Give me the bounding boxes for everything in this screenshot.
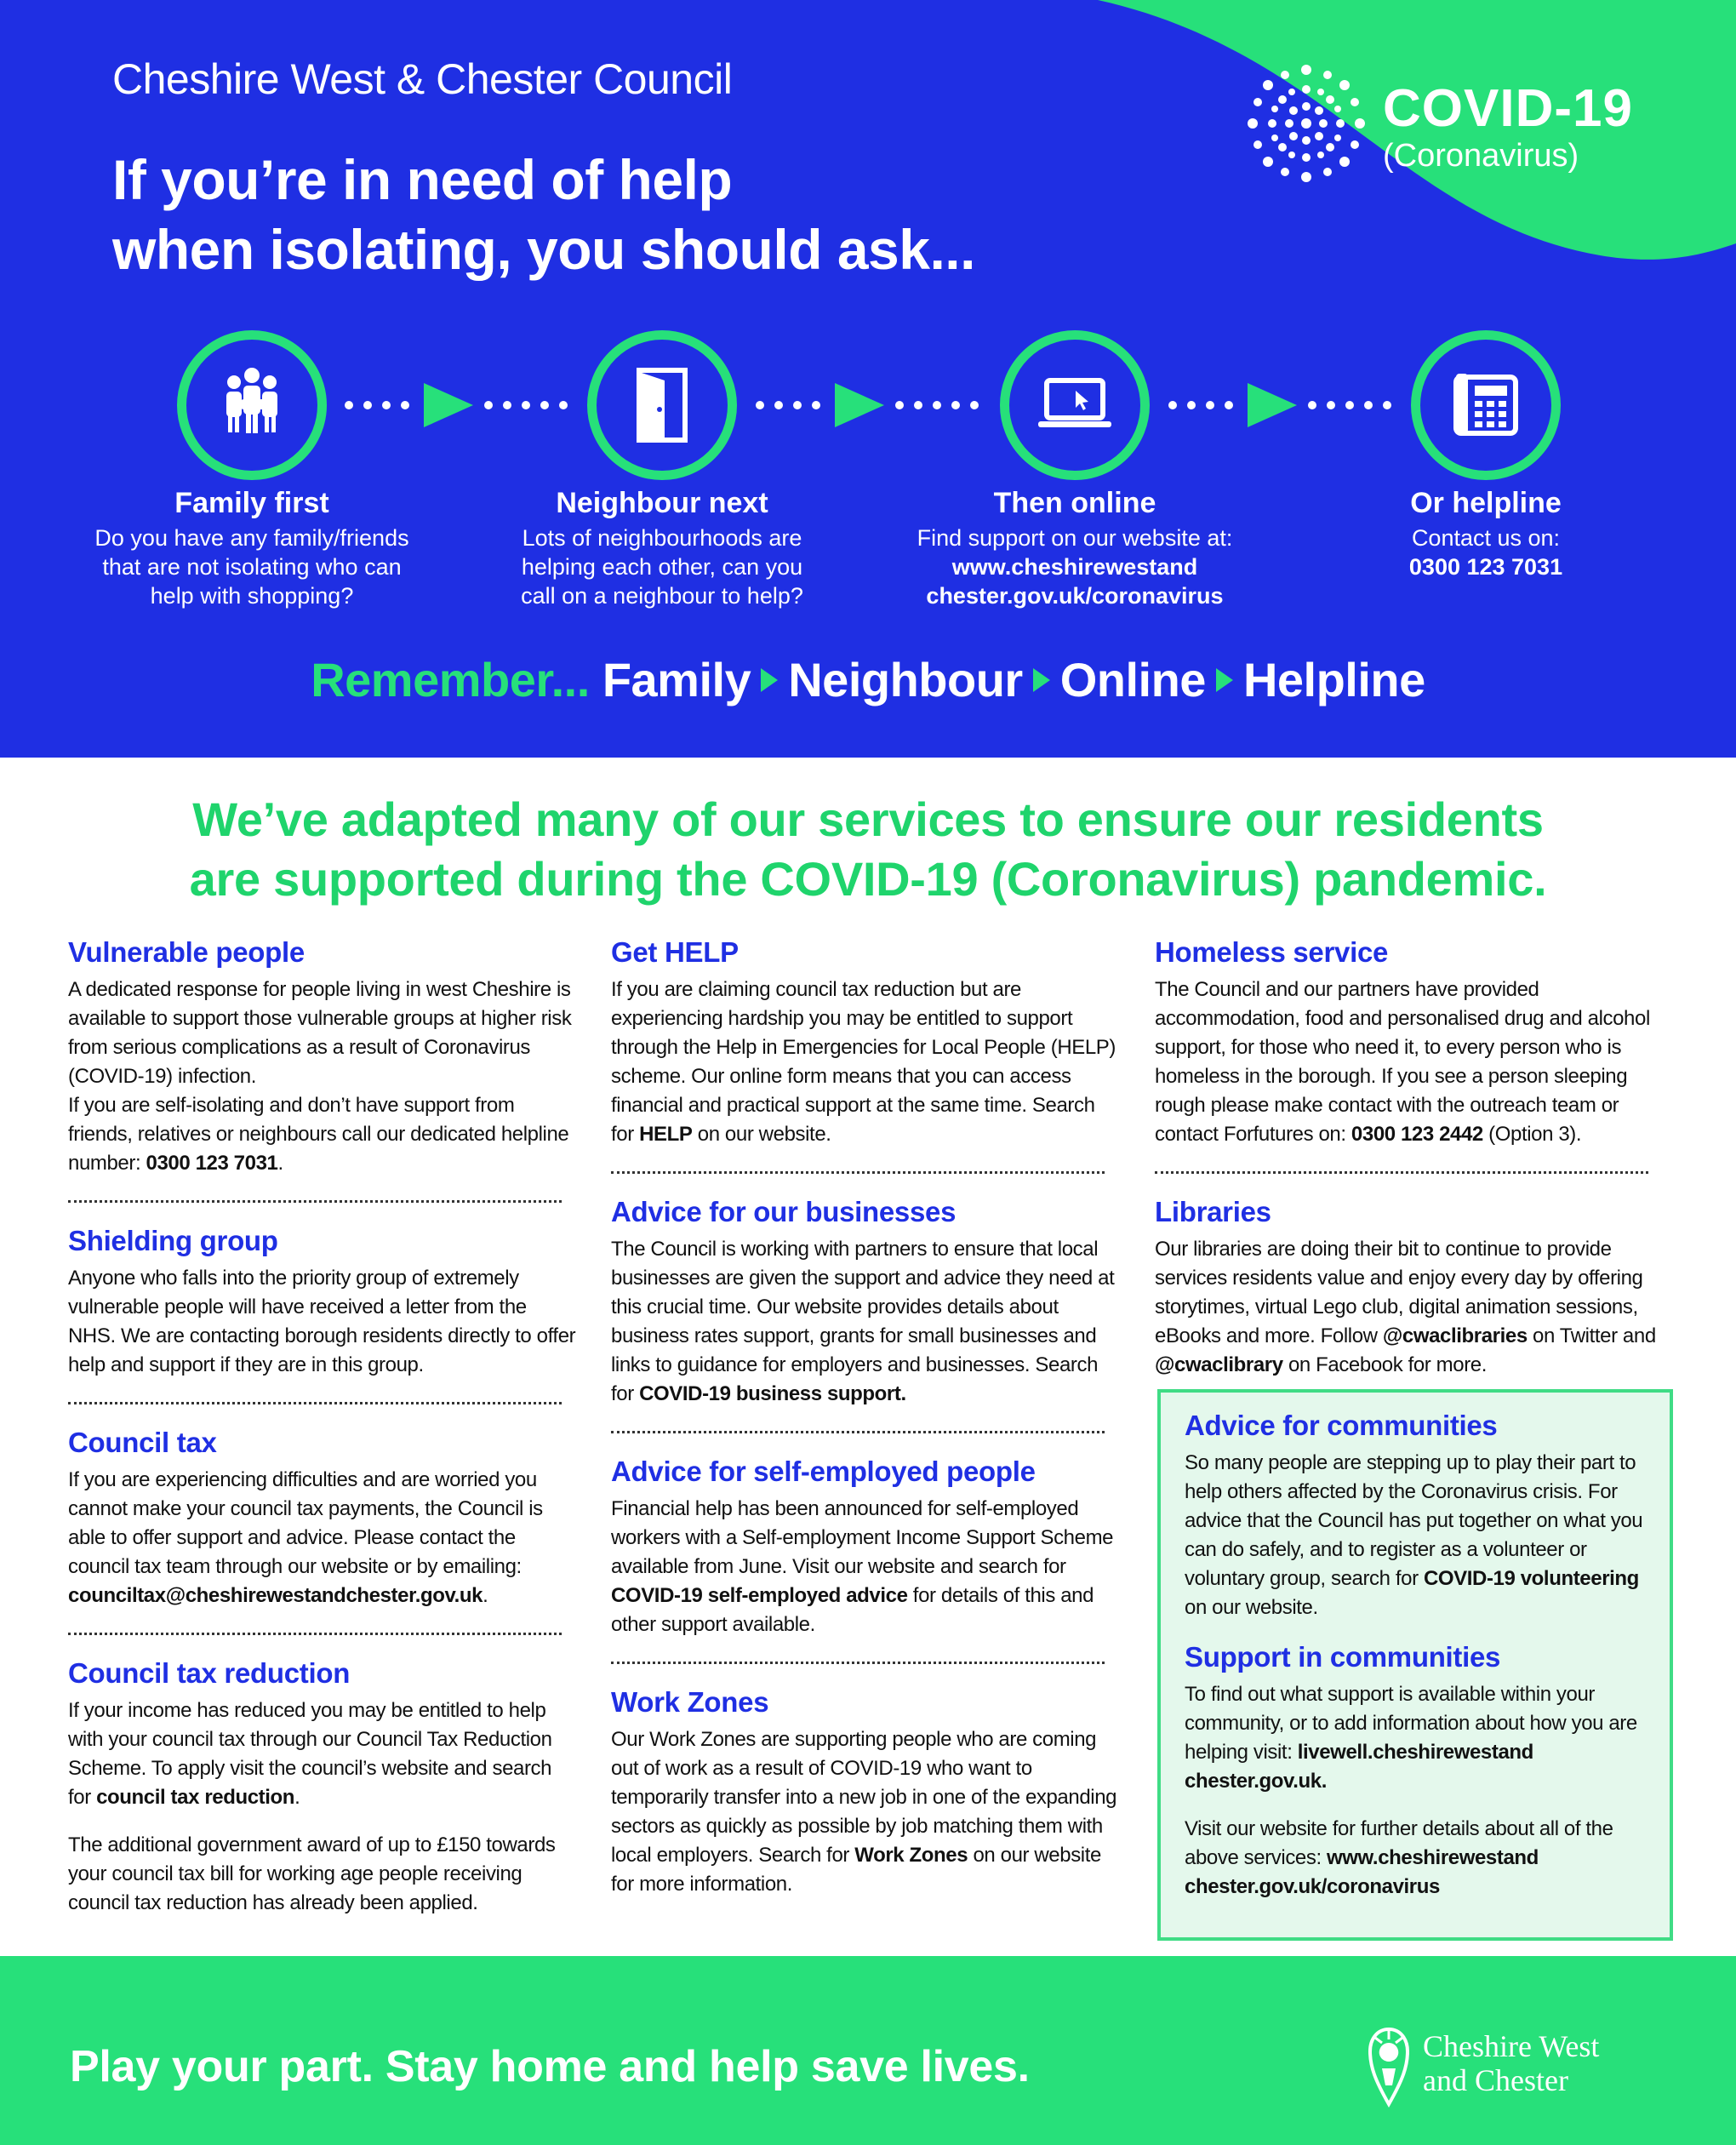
- search-term: COVID-19 self-employed advice: [611, 1584, 908, 1607]
- helpline-number[interactable]: 0300 123 7031: [146, 1152, 278, 1175]
- section-vulnerable-people: [68, 936, 579, 1178]
- column-right: [1155, 936, 1665, 1402]
- section-text: Our libraries are doing their bit to continue to provide services residents value and enjoy every day by offering storytimes, virtual Lego club, digital animation sessions, eBooks and more. Follow @cwaclibraries on Twitter and @cwaclibrary on Facebook for more.: [1155, 1238, 1656, 1376]
- website-link[interactable]: livewell.cheshirewestand chester.gov.uk.: [1185, 1741, 1533, 1793]
- lion-crest-icon: [1363, 2024, 1414, 2109]
- facebook-handle[interactable]: @cwaclibrary: [1155, 1353, 1283, 1376]
- step-line: Find support on our website at:: [917, 525, 1233, 551]
- footer-slogan: Play your part. Stay home and help save lives.: [70, 2042, 1030, 2091]
- dotted-divider: [611, 1171, 1105, 1174]
- section-title: Libraries: [1155, 1196, 1271, 1227]
- dotted-divider: [68, 1200, 562, 1203]
- search-term: Work Zones: [854, 1844, 968, 1867]
- search-term: HELP: [639, 1123, 693, 1146]
- council-name: Cheshire West & Chester Council: [112, 55, 733, 103]
- section-text: A dedicated response for people living in west Cheshire is available to support those vulnerable groups at higher risk from serious complications as a result of Coronavirus (COVID-19) infection.: [68, 978, 572, 1088]
- section-title: Homeless service: [1155, 936, 1389, 968]
- step-connector-arrow: [746, 380, 1002, 431]
- section-title: Advice for our businesses: [611, 1196, 957, 1227]
- section-text: If you are experiencing difficulties and are worried you cannot make your council tax payments, the Council is able to offer support and advice. Please contact the council tax team through our website or by emailing: counciltax@cheshirewestandchester.gov.uk.: [68, 1468, 543, 1607]
- section-title: Vulnerable people: [68, 936, 305, 968]
- phone-icon: [1411, 330, 1561, 480]
- section-work-zones: [611, 1686, 1122, 1899]
- section-text: The Council is working with partners to ensure that local businesses are given the support and advice they need at this crucial time. Our website provides details about business rates support, grants for small businesses and links to guidance for employers and businesses. Search for COVID-19 business support.: [611, 1238, 1115, 1405]
- section-title: Support in communities: [1185, 1641, 1501, 1673]
- logo-text-line1: Cheshire West: [1423, 2029, 1600, 2063]
- website-link[interactable]: www.cheshirewestand chester.gov.uk/coronavirus: [1185, 1846, 1539, 1898]
- intro-line2: are supported during the COVID-19 (Coronavirus) pandemic.: [189, 852, 1547, 906]
- virus-icon: [1242, 60, 1370, 187]
- logo-text: [1423, 2029, 1599, 2097]
- section-homeless-service: [1155, 936, 1665, 1149]
- council-logo: [1363, 2024, 1704, 2118]
- step-line: that are not isolating who can: [102, 554, 402, 580]
- step-helpline: [1307, 487, 1665, 581]
- section-title: Get HELP: [611, 936, 739, 968]
- section-communities-advice: [1185, 1410, 1646, 1622]
- section-title: Council tax reduction: [68, 1657, 351, 1689]
- helpline-number[interactable]: 0300 123 7031: [1408, 554, 1563, 580]
- step-neighbour: [483, 487, 841, 610]
- step-line: Do you have any family/friends: [94, 525, 409, 551]
- section-get-help: [611, 936, 1122, 1149]
- page-title: [112, 145, 1134, 284]
- page-title-line2: when isolating, you should ask...: [112, 218, 975, 281]
- covid-subtitle: (Coronavirus): [1383, 138, 1579, 174]
- step-connector-arrow: [1159, 380, 1414, 431]
- section-text: The additional government award of up to £150 towards your council tax bill for working age people receiving council tax reduction has already been applied.: [68, 1833, 556, 1914]
- section-text: The Council and our partners have provided accommodation, food and personalised drug and alcohol support, for those who need it, to every person who is homeless in the borough. If you see a person sleeping rough please make contact with the outreach team or contact Forfutures on: 0300 123 2442 (Option 3).: [1155, 978, 1650, 1146]
- section-shielding-group: [68, 1225, 579, 1380]
- remember-label: Remember...: [311, 653, 590, 706]
- triangle-arrow-icon: [1216, 668, 1233, 692]
- family-icon: [177, 330, 327, 480]
- step-line: helping each other, can you: [521, 554, 803, 580]
- footer-banner: [0, 1956, 1736, 2145]
- page-title-line1: If you’re in need of help: [112, 148, 733, 211]
- communities-box: [1157, 1389, 1673, 1941]
- intro-heading: [0, 790, 1736, 909]
- triangle-arrow-icon: [761, 668, 778, 692]
- door-icon: [587, 330, 737, 480]
- section-business-advice: [611, 1196, 1122, 1409]
- dotted-divider: [611, 1662, 1105, 1664]
- step-line: Contact us on:: [1411, 525, 1561, 551]
- remember-line: [0, 652, 1736, 707]
- intro-line1: We’ve adapted many of our services to ensure our residents: [192, 792, 1544, 846]
- section-title: Work Zones: [611, 1686, 769, 1718]
- dotted-divider: [1155, 1171, 1648, 1174]
- section-council-tax-reduction: [68, 1657, 579, 1918]
- step-heading: Neighbour next: [556, 487, 768, 519]
- step-heading: Family first: [174, 487, 329, 519]
- section-text: If you are self-isolating and don’t have support from friends, relatives or neighbours call our dedicated helpline number: 0300 123 7031.: [68, 1094, 569, 1175]
- website-link[interactable]: www.cheshirewestand: [951, 554, 1198, 580]
- twitter-handle[interactable]: @cwaclibraries: [1382, 1324, 1528, 1347]
- section-text: Financial help has been announced for self-employed workers with a Self-employment Income Support Scheme available from June. Visit our website and search for COVID-19 self-employed advice for details of this and other support available.: [611, 1497, 1114, 1636]
- remember-item: Helpline: [1242, 653, 1425, 706]
- section-text: So many people are stepping up to play their part to help others affected by the Coronavirus crisis. For advice that the Council has put together on what you can do safely, and to register as a volunteer or voluntary group, search for COVID-19 volunteering on our website.: [1185, 1451, 1643, 1619]
- section-self-employed-advice: [611, 1456, 1122, 1639]
- email-link[interactable]: counciltax@cheshirewestandchester.gov.uk: [68, 1584, 483, 1607]
- section-title: Advice for communities: [1185, 1410, 1498, 1441]
- step-online: [896, 487, 1253, 610]
- remember-item: Family: [602, 653, 751, 706]
- search-term: council tax reduction: [96, 1786, 295, 1809]
- column-middle: [611, 936, 1122, 1921]
- covid-title: COVID-19: [1383, 79, 1633, 138]
- remember-item: Online: [1059, 653, 1206, 706]
- section-text: Anyone who falls into the priority group of extremely vulnerable people will have received a letter from the NHS. We are contacting borough residents directly to offer help and support if they are in this group.: [68, 1267, 576, 1376]
- remember-item: Neighbour: [788, 653, 1023, 706]
- section-text: Visit our website for further details about all of the above services: www.cheshirewestand chester.gov.uk/coronavirus: [1185, 1817, 1613, 1898]
- step-family: [73, 487, 431, 610]
- covid-badge: [1242, 60, 1702, 187]
- search-term: COVID-19 business support.: [639, 1382, 906, 1405]
- section-council-tax: [68, 1427, 579, 1610]
- dotted-divider: [68, 1633, 562, 1635]
- step-connector-arrow: [335, 380, 591, 431]
- section-text: To find out what support is available within your community, or to add information about how you are helping visit: livewell.cheshirewestand chester.gov.uk.: [1185, 1683, 1637, 1793]
- section-libraries: [1155, 1196, 1665, 1380]
- triangle-arrow-icon: [1033, 668, 1050, 692]
- header-banner: [0, 0, 1736, 758]
- search-term: COVID-19 volunteering: [1423, 1567, 1639, 1590]
- dotted-divider: [68, 1402, 562, 1404]
- website-link[interactable]: chester.gov.uk/coronavirus: [926, 583, 1224, 609]
- step-line: help with shopping?: [150, 583, 354, 609]
- section-communities-support: [1185, 1641, 1646, 1902]
- dotted-divider: [611, 1431, 1105, 1433]
- step-line: Lots of neighbourhoods are: [522, 525, 802, 551]
- column-left: [68, 936, 579, 1940]
- laptop-icon: [1000, 330, 1150, 480]
- section-title: Shielding group: [68, 1225, 278, 1256]
- section-title: Council tax: [68, 1427, 217, 1458]
- section-text: Our Work Zones are supporting people who are coming out of work as a result of COVID-19 who want to temporarily transfer into a new job in one of the expanding sectors as quickly as possible by job matching them with local employers. Search for Work Zones on our website for more information.: [611, 1728, 1117, 1896]
- step-line: call on a neighbour to help?: [521, 583, 803, 609]
- step-heading: Then online: [993, 487, 1156, 519]
- section-text: If your income has reduced you may be entitled to help with your council tax through our Council Tax Reduction Scheme. To apply visit the council’s website and search for council tax reduction.: [68, 1699, 552, 1809]
- section-text: If you are claiming council tax reduction but are experiencing hardship you may be entitled to support through the Help in Emergencies for Local People (HELP) scheme. Our online form means that you can access financial and practical support at the same time. Search for HELP on our website.: [611, 978, 1116, 1146]
- step-heading: Or helpline: [1410, 487, 1562, 519]
- logo-text-line2: and Chester: [1423, 2063, 1568, 2097]
- section-title: Advice for self-employed people: [611, 1456, 1036, 1487]
- phone-number[interactable]: 0300 123 2442: [1351, 1123, 1483, 1146]
